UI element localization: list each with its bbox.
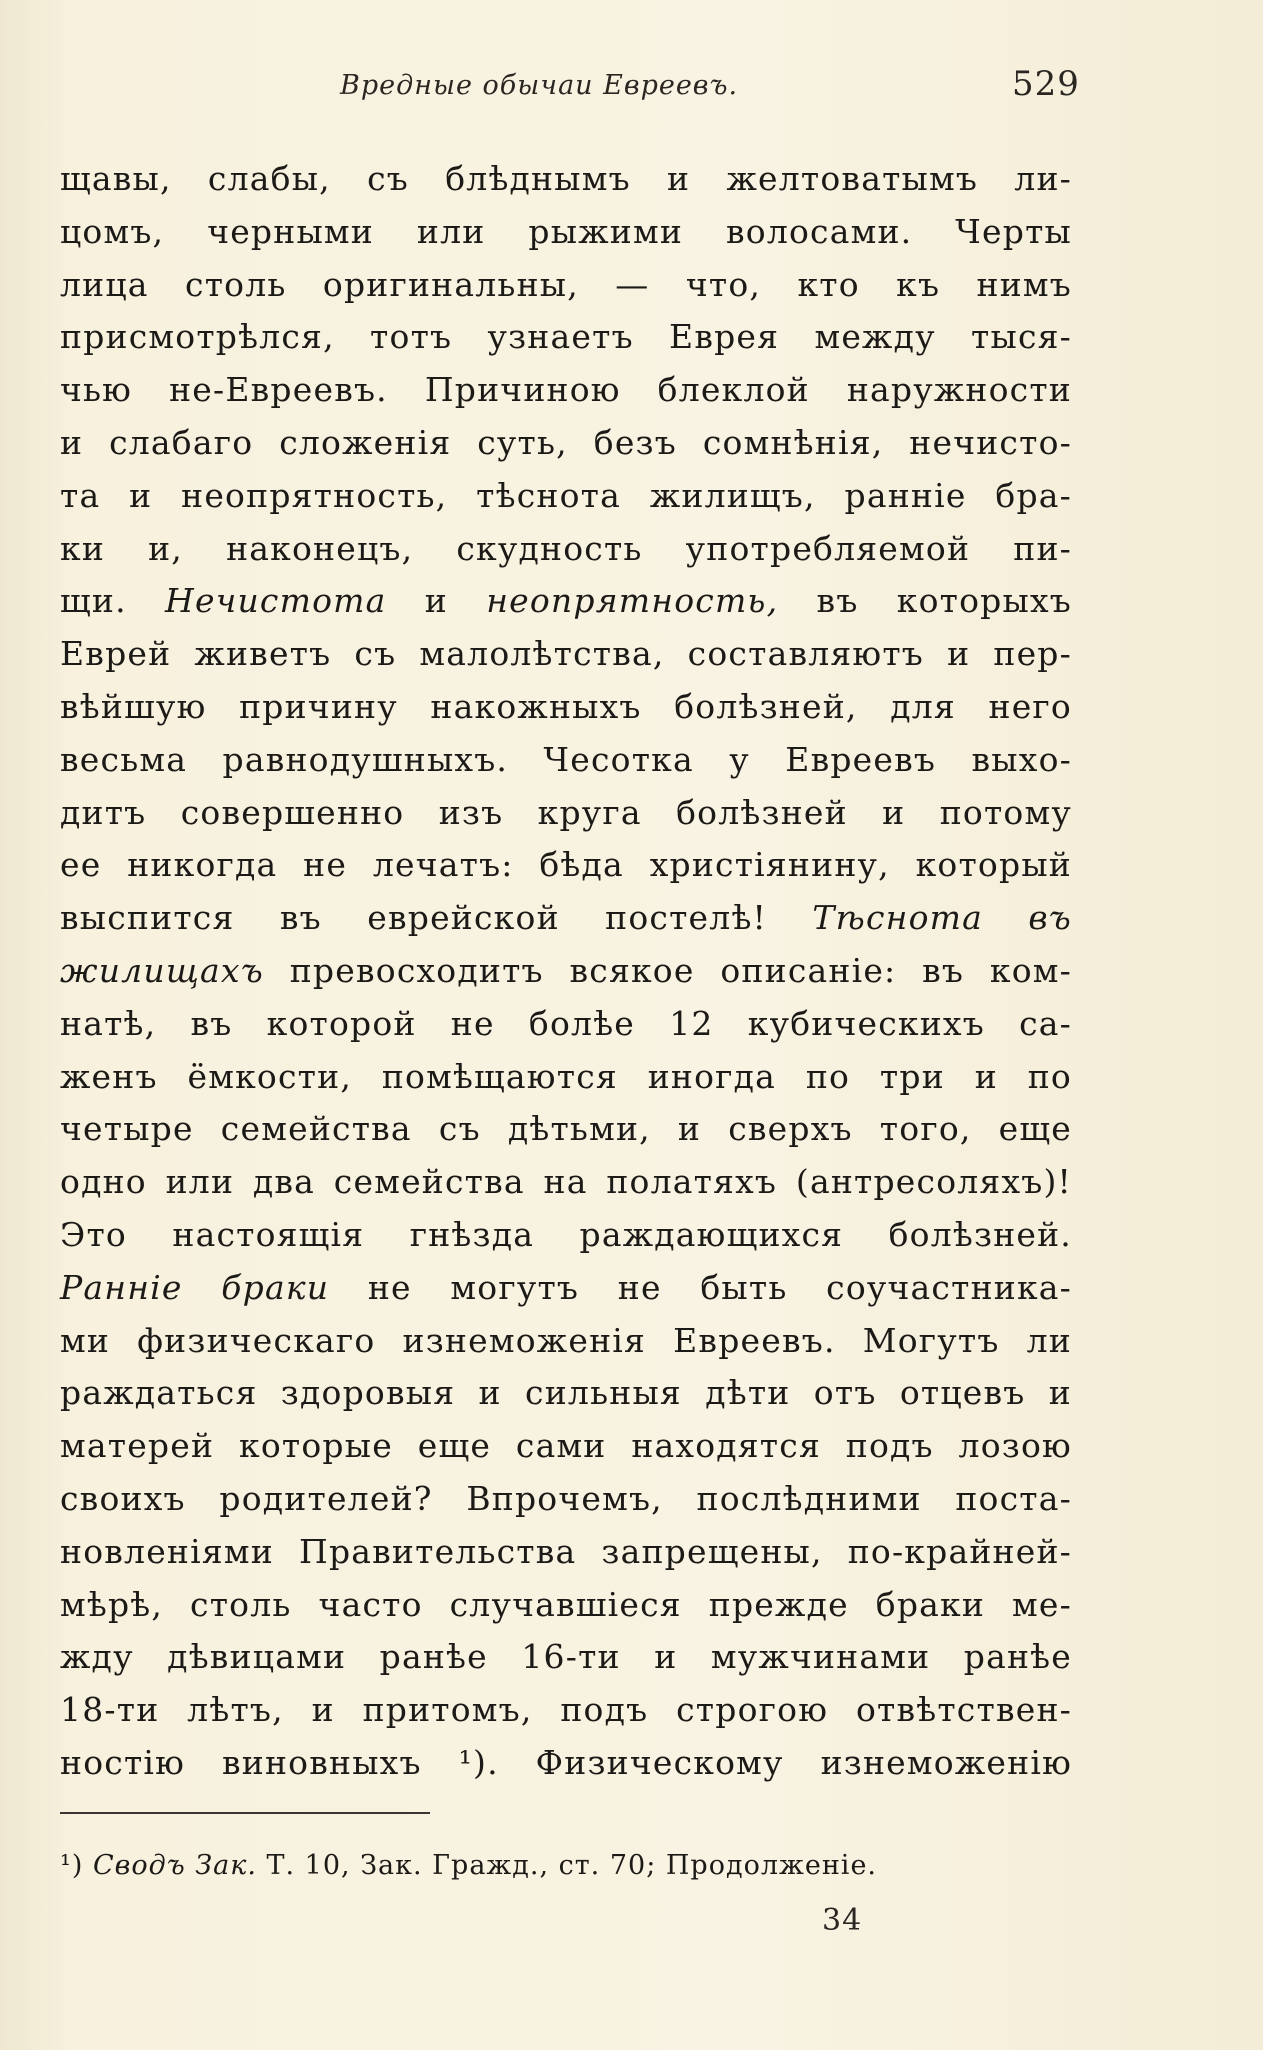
text-line [60, 1631, 1072, 1684]
text-run: жду дѣвицами ранѣе 16-ти и мужчинами ранѣе [60, 1637, 1072, 1677]
text-run: Это настоящія гнѣзда раждающихся болѣзней. [60, 1214, 1072, 1254]
text-line [60, 1262, 1072, 1315]
footnote-source: Сводъ Зак. [92, 1850, 257, 1881]
text-run: 18-ти лѣтъ, и притомъ, подъ строгою отвѣтствен- [60, 1690, 1072, 1730]
text-line [60, 945, 1072, 998]
text-run: новленіями Правительства запрещены, по-крайней- [60, 1531, 1072, 1571]
text-run: щавы, слабы, съ блѣднымъ и желтоватымъ ли- [60, 159, 1072, 198]
text-run: лица столь оригинальны, — что, кто къ нимъ [60, 264, 1072, 304]
text-run: весьма равнодушныхъ. Чесотка у Евреевъ выхо- [60, 739, 1072, 779]
text-run: натѣ, въ которой не болѣе 12 кубическихъ са- [60, 1003, 1072, 1043]
footnote-text: Т. 10, Зак. Гражд., ст. 70; Продолженіе. [266, 1850, 878, 1881]
text-run: присмотрѣлся, тотъ узнаетъ Еврея между тыся- [60, 317, 1072, 357]
footnote [60, 1850, 960, 1881]
text-line [60, 311, 1072, 364]
text-line [60, 734, 1072, 787]
text-run: матерей которые еще сами находятся подъ лозою [60, 1426, 1072, 1466]
italic-run: жилищахъ [60, 950, 264, 990]
printer-signature-mark: 34 [822, 1903, 863, 1938]
body-text [60, 153, 1072, 1790]
text-run: женъ ёмкости, помѣщаются иногда по три и по [60, 1056, 1072, 1096]
text-run: въ которыхъ [778, 581, 1072, 621]
text-run: раждаться здоровыя и сильныя дѣти отъ отцевъ и [60, 1373, 1072, 1413]
text-line [60, 681, 1072, 734]
text-run: ее никогда не лечатъ: бѣда христіянину, который [60, 845, 1072, 885]
text-line [60, 628, 1072, 681]
text-run: и [386, 581, 487, 621]
footnote-marker: ¹) [60, 1850, 84, 1881]
text-run: и слабаго сложенія суть, безъ сомнѣнія, нечисто- [60, 422, 1072, 462]
text-run: своихъ родителей? Впрочемъ, послѣдними поста- [60, 1478, 1072, 1518]
text-run: мѣрѣ, столь часто случавшіеся прежде браки ме- [60, 1584, 1072, 1624]
text-line [60, 259, 1072, 312]
text-run: ми физическаго изнеможенія Евреевъ. Могутъ ли [60, 1320, 1072, 1360]
text-line [60, 417, 1072, 470]
italic-run: Тѣснота въ [812, 898, 1072, 938]
italic-run: неопрятность, [486, 581, 779, 621]
text-run: цомъ, черными или рыжими волосами. Черты [60, 211, 1072, 251]
text-line [60, 1209, 1072, 1262]
text-line [60, 575, 1072, 628]
text-line [60, 787, 1072, 840]
text-run: вѣйшую причину накожныхъ болѣзней, для него [60, 686, 1072, 726]
text-line [60, 523, 1072, 576]
text-run: одно или два семейства на полатяхъ (антресоляхъ)! [60, 1162, 1072, 1202]
text-line [60, 892, 1072, 945]
text-line [60, 1367, 1072, 1420]
text-run: чью не-Евреевъ. Причиною блеклой наружности [60, 370, 1072, 410]
text-run: дитъ совершенно изъ круга болѣзней и потому [60, 792, 1072, 832]
footnote-rule [60, 1812, 430, 1814]
text-line [60, 470, 1072, 523]
text-line [60, 153, 1072, 206]
text-line [60, 1420, 1072, 1473]
text-line [60, 364, 1072, 417]
text-line [60, 1684, 1072, 1737]
text-line [60, 1579, 1072, 1632]
italic-run: Нечистота [165, 581, 387, 621]
text-line [60, 206, 1072, 259]
text-line [60, 998, 1072, 1051]
text-line [60, 1051, 1072, 1104]
text-run: Еврей живетъ съ малолѣтства, составляютъ и пер- [60, 634, 1072, 674]
text-run: не могутъ не быть соучастника- [329, 1267, 1073, 1307]
running-title: Вредные обычаи Евреевъ. [340, 70, 739, 101]
text-line [60, 1103, 1072, 1156]
text-run: превосходитъ всякое описаніе: въ ком- [263, 950, 1072, 990]
page-number: 529 [1012, 64, 1080, 104]
text-run: та и неопрятность, тѣснота жилищъ, ранніе бра- [60, 475, 1072, 515]
text-run: выспится въ еврейской постелѣ! [60, 898, 813, 938]
text-line [60, 1315, 1072, 1368]
text-line [60, 1737, 1072, 1790]
text-run: ки и, наконецъ, скудность употребляемой пи- [60, 528, 1072, 568]
text-line [60, 1473, 1072, 1526]
text-line [60, 839, 1072, 892]
text-line [60, 1526, 1072, 1579]
text-line [60, 1156, 1072, 1209]
text-run: щи. [60, 581, 166, 621]
text-run: ностію виновныхъ ¹). Физическому изнеможенію [60, 1742, 1072, 1782]
italic-run: Ранніе браки [60, 1267, 330, 1307]
text-run: четыре семейства съ дѣтьми, и сверхъ того, еще [60, 1109, 1072, 1149]
